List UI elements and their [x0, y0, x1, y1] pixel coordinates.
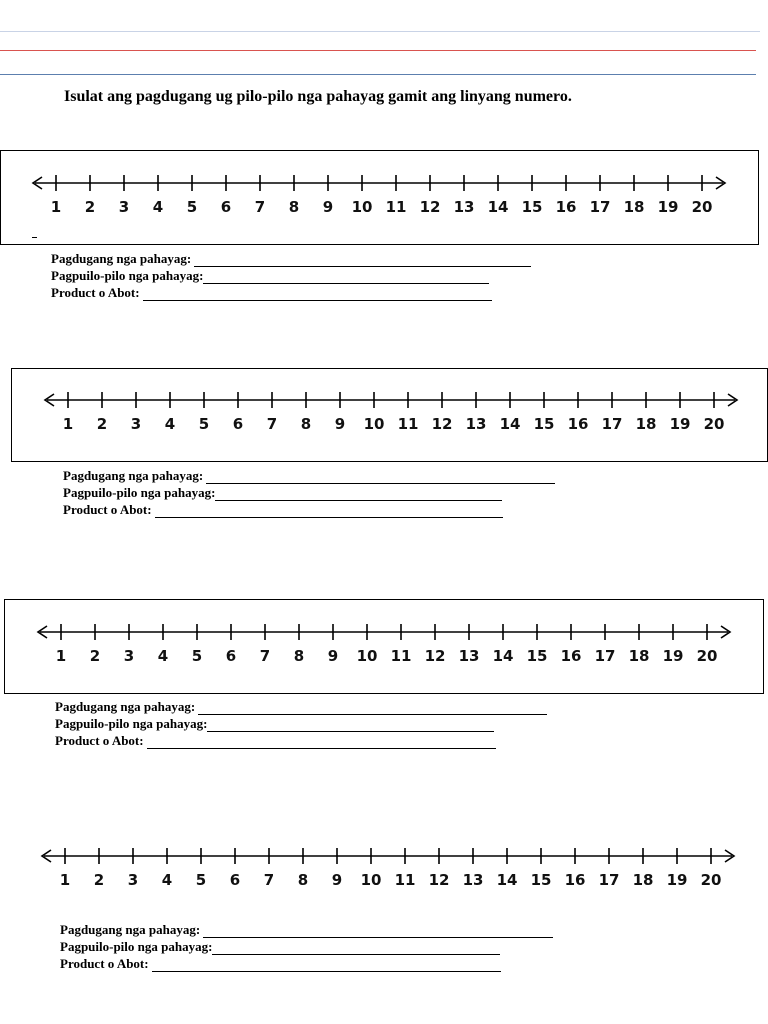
addition-field-4[interactable]	[60, 921, 553, 938]
product-blank[interactable]	[155, 506, 503, 518]
tick-label: 8	[288, 198, 300, 216]
multiplication-blank[interactable]	[207, 720, 494, 732]
number-line-3	[35, 616, 755, 666]
tick-label: 17	[589, 198, 611, 216]
tick-label: 3	[123, 647, 135, 665]
tick-label: 15	[521, 198, 543, 216]
tick-label: 12	[424, 647, 446, 665]
multiplication-field-4[interactable]	[60, 938, 553, 955]
tick-label: 20	[696, 647, 718, 665]
tick-label: 8	[300, 415, 312, 433]
number-line-4	[39, 840, 759, 890]
product-field-4[interactable]	[60, 955, 553, 972]
tick-label: 16	[567, 415, 589, 433]
tick-label: 1	[59, 871, 71, 889]
tick-label: 6	[220, 198, 232, 216]
tick-label: 7	[263, 871, 275, 889]
tick-label: 6	[229, 871, 241, 889]
multiplication-label: Pagpuilo-pilo nga pahayag:	[51, 268, 204, 283]
product-blank[interactable]	[143, 289, 492, 301]
number-line-1	[30, 167, 750, 217]
tick-label: 4	[164, 415, 176, 433]
tick-label: 5	[198, 415, 210, 433]
addition-label: Pagdugang nga pahayag:	[51, 251, 192, 266]
tick-label: 10	[363, 415, 385, 433]
tick-label: 19	[666, 871, 688, 889]
product-label: Product o Abot:	[55, 733, 144, 748]
tick-label: 18	[632, 871, 654, 889]
tick-label: 5	[186, 198, 198, 216]
tick-label: 13	[458, 647, 480, 665]
product-blank[interactable]	[147, 737, 496, 749]
tick-label: 7	[254, 198, 266, 216]
tick-label: 15	[526, 647, 548, 665]
tick-label: 20	[700, 871, 722, 889]
tick-label: 20	[703, 415, 725, 433]
tick-label: 11	[385, 198, 407, 216]
tick-label: 13	[453, 198, 475, 216]
number-line-2	[42, 384, 762, 434]
answer-fields-2	[63, 467, 555, 518]
tick-label: 1	[62, 415, 74, 433]
tick-label: 15	[533, 415, 555, 433]
addition-label: Pagdugang nga pahayag:	[63, 468, 204, 483]
tick-label: 2	[89, 647, 101, 665]
tick-label: 4	[161, 871, 173, 889]
tick-label: 18	[628, 647, 650, 665]
tick-label: 5	[191, 647, 203, 665]
multiplication-field-3[interactable]	[55, 715, 547, 732]
addition-blank[interactable]	[194, 255, 531, 267]
multiplication-label: Pagpuilo-pilo nga pahayag:	[60, 939, 213, 954]
tick-label: 9	[331, 871, 343, 889]
tick-label: 16	[555, 198, 577, 216]
tick-label: 1	[50, 198, 62, 216]
tick-label: 18	[635, 415, 657, 433]
answer-fields-4	[60, 921, 553, 972]
tick-label: 3	[127, 871, 139, 889]
multiplication-blank[interactable]	[203, 272, 489, 284]
addition-label: Pagdugang nga pahayag:	[55, 699, 196, 714]
tick-label: 17	[601, 415, 623, 433]
tick-label: 9	[327, 647, 339, 665]
answer-fields-1	[51, 250, 531, 301]
tick-label: 11	[397, 415, 419, 433]
tick-label: 1	[55, 647, 67, 665]
tick-label: 19	[662, 647, 684, 665]
tick-label: 6	[232, 415, 244, 433]
addition-blank[interactable]	[203, 926, 553, 938]
tick-label: 19	[657, 198, 679, 216]
product-field-2[interactable]	[63, 501, 555, 518]
answer-fields-3	[55, 698, 547, 749]
tick-label: 7	[266, 415, 278, 433]
product-field-1[interactable]	[51, 284, 531, 301]
product-field-3[interactable]	[55, 732, 547, 749]
tick-label: 2	[96, 415, 108, 433]
tick-label: 13	[462, 871, 484, 889]
tick-label: 16	[560, 647, 582, 665]
multiplication-label: Pagpuilo-pilo nga pahayag:	[55, 716, 208, 731]
tick-label: 12	[419, 198, 441, 216]
addition-field-1[interactable]	[51, 250, 531, 267]
multiplication-blank[interactable]	[212, 943, 500, 955]
multiplication-field-2[interactable]	[63, 484, 555, 501]
tick-label: 18	[623, 198, 645, 216]
tick-label: 14	[487, 198, 509, 216]
tick-label: 4	[152, 198, 164, 216]
tick-label: 19	[669, 415, 691, 433]
tick-label: 8	[297, 871, 309, 889]
instruction-title: Isulat ang pagdugang ug pilo-pilo nga pahayag gamit ang linyang numero.	[64, 88, 572, 105]
tick-label: 3	[118, 198, 130, 216]
tick-label: 17	[598, 871, 620, 889]
tick-label: 9	[334, 415, 346, 433]
addition-blank[interactable]	[206, 472, 555, 484]
tick-label: 7	[259, 647, 271, 665]
tick-label: 4	[157, 647, 169, 665]
product-blank[interactable]	[152, 960, 501, 972]
product-label: Product o Abot:	[63, 502, 152, 517]
tick-label: 12	[428, 871, 450, 889]
tick-label: 16	[564, 871, 586, 889]
tick-label: 14	[496, 871, 518, 889]
stray-mark	[32, 237, 37, 238]
tick-label: 14	[499, 415, 521, 433]
tick-label: 13	[465, 415, 487, 433]
tick-label: 8	[293, 647, 305, 665]
tick-label: 11	[394, 871, 416, 889]
tick-label: 12	[431, 415, 453, 433]
tick-label: 11	[390, 647, 412, 665]
tick-label: 9	[322, 198, 334, 216]
multiplication-blank[interactable]	[215, 489, 502, 501]
tick-label: 2	[84, 198, 96, 216]
tick-label: 5	[195, 871, 207, 889]
tick-label: 10	[351, 198, 373, 216]
tick-label: 17	[594, 647, 616, 665]
product-label: Product o Abot:	[60, 956, 149, 971]
product-label: Product o Abot:	[51, 285, 140, 300]
tick-label: 2	[93, 871, 105, 889]
addition-blank[interactable]	[198, 703, 547, 715]
tick-label: 20	[691, 198, 713, 216]
tick-label: 3	[130, 415, 142, 433]
multiplication-label: Pagpuilo-pilo nga pahayag:	[63, 485, 216, 500]
tick-label: 14	[492, 647, 514, 665]
addition-field-2[interactable]	[63, 467, 555, 484]
tick-label: 10	[356, 647, 378, 665]
tick-label: 15	[530, 871, 552, 889]
header-rule-red	[0, 50, 756, 51]
addition-label: Pagdugang nga pahayag:	[60, 922, 201, 937]
tick-label: 10	[360, 871, 382, 889]
addition-field-3[interactable]	[55, 698, 547, 715]
header-rule-top	[0, 31, 760, 32]
multiplication-field-1[interactable]	[51, 267, 531, 284]
tick-label: 6	[225, 647, 237, 665]
header-rule-blue	[0, 74, 756, 75]
